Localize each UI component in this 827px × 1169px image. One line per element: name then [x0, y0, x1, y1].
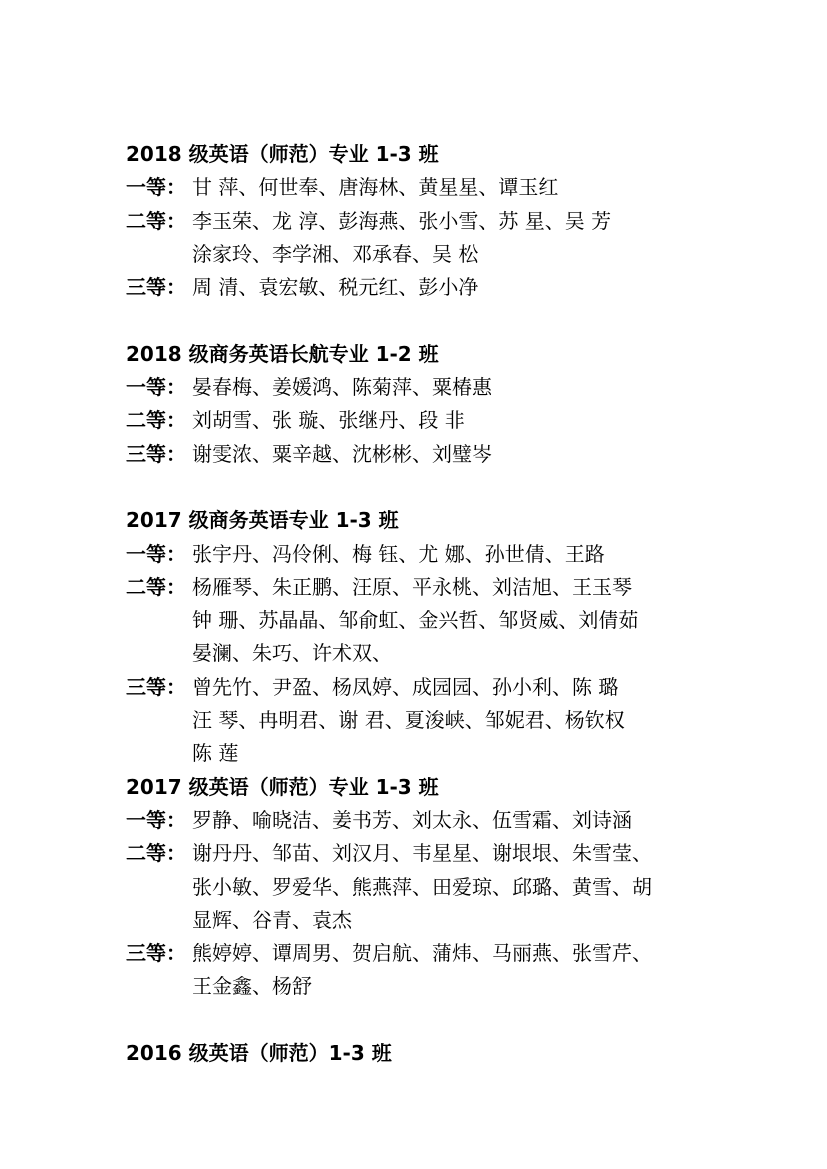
name-line: 汪 琴、冉明君、谢 君、夏浚峡、邹妮君、杨钦权: [192, 708, 625, 733]
name-line: 陈 莲: [192, 741, 239, 766]
name-list: [192, 837, 746, 937]
section-2018-business-english-changhang: [126, 338, 746, 471]
section-2017-english-normal: [126, 771, 746, 1004]
rank-label: 三等：: [126, 441, 186, 466]
name-line: 周 清、袁宏敏、税元红、彭小净: [192, 275, 479, 300]
name-list: [192, 438, 746, 471]
rank-label: 一等：: [126, 541, 186, 566]
section-2017-business-english: [126, 504, 746, 770]
name-line: 刘胡雪、张 璇、张继丹、段 非: [192, 408, 465, 433]
section-spacer: [126, 1004, 746, 1037]
rank-label: 三等：: [126, 275, 186, 300]
rank-label: 三等：: [126, 941, 186, 966]
section-spacer: [126, 471, 746, 504]
name-line: 熊婷婷、谭周男、贺启航、蒲炜、马丽燕、张雪芹、: [192, 941, 652, 966]
rank-row-second: [126, 837, 746, 937]
section-title: 2017 级英语（师范）专业 1-3 班: [126, 774, 439, 799]
name-list: [192, 804, 746, 837]
name-line: 显辉、谷青、袁杰: [192, 907, 352, 932]
name-line: 谢丹丹、邹苗、刘汉月、韦星星、谢垠垠、朱雪莹、: [192, 841, 652, 866]
rank-row-first: [126, 804, 746, 837]
rank-label: 一等：: [126, 175, 186, 200]
name-list: [192, 538, 746, 571]
rank-row-third: [126, 271, 746, 304]
section-2018-english-normal: [126, 138, 746, 304]
name-list: [192, 371, 746, 404]
name-list: [192, 937, 746, 1004]
name-line: 甘 萍、何世奉、唐海林、黄星星、谭玉红: [192, 175, 559, 200]
rank-row-third: [126, 937, 746, 1004]
section-spacer: [126, 304, 746, 337]
rank-row-second: [126, 205, 746, 272]
rank-label: 三等：: [126, 674, 186, 699]
name-line: 杨雁琴、朱正鹏、汪原、平永桃、刘洁旭、王玉琴: [192, 574, 632, 599]
name-list: [192, 571, 746, 671]
name-line: 李玉荣、龙 淳、彭海燕、张小雪、苏 星、吴 芳: [192, 208, 612, 233]
rank-row-second: [126, 571, 746, 671]
name-line: 张小敏、罗爱华、熊燕萍、田爱琼、邱璐、黄雪、胡: [192, 874, 652, 899]
rank-row-third: [126, 438, 746, 471]
name-line: 涂家玲、李学湘、邓承春、吴 松: [192, 241, 479, 266]
section-title: 2018 级英语（师范）专业 1-3 班: [126, 142, 439, 166]
rank-label: 一等：: [126, 807, 186, 832]
rank-row-first: [126, 371, 746, 404]
section-title: 2016 级英语（师范）1-3 班: [126, 1041, 392, 1066]
name-list: [192, 671, 746, 771]
rank-label: 二等：: [126, 408, 186, 433]
rank-label: 一等：: [126, 375, 186, 400]
name-line: 晏春梅、姜媛鸿、陈菊萍、粟椿惠: [192, 375, 492, 400]
name-line: 晏澜、朱巧、许术双、: [192, 641, 392, 666]
section-2016-english-normal: [126, 1037, 746, 1070]
name-line: 曾先竹、尹盈、杨凤婷、成园园、孙小利、陈 璐: [192, 674, 619, 699]
name-list: [192, 271, 746, 304]
section-title: 2018 级商务英语长航专业 1-2 班: [126, 341, 439, 366]
rank-row-third: [126, 671, 746, 771]
name-line: 钟 珊、苏晶晶、邹俞虹、金兴哲、邹贤威、刘倩茹: [192, 608, 639, 633]
name-line: 张宇丹、冯伶俐、梅 钰、尤 娜、孙世倩、王路: [192, 541, 605, 566]
rank-row-second: [126, 404, 746, 437]
name-list: [192, 205, 746, 272]
name-line: 王金鑫、杨舒: [192, 974, 312, 999]
rank-row-first: [126, 538, 746, 571]
name-list: [192, 404, 746, 437]
rank-label: 二等：: [126, 208, 186, 233]
name-line: 谢雯浓、粟辛越、沈彬彬、刘璧岑: [192, 441, 492, 466]
rank-label: 二等：: [126, 841, 186, 866]
rank-label: 二等：: [126, 574, 186, 599]
name-list: [192, 171, 746, 204]
award-list: [126, 138, 746, 1070]
rank-row-first: [126, 171, 746, 204]
section-title: 2017 级商务英语专业 1-3 班: [126, 508, 399, 533]
name-line: 罗静、喻晓洁、姜书芳、刘太永、伍雪霜、刘诗涵: [192, 807, 632, 832]
